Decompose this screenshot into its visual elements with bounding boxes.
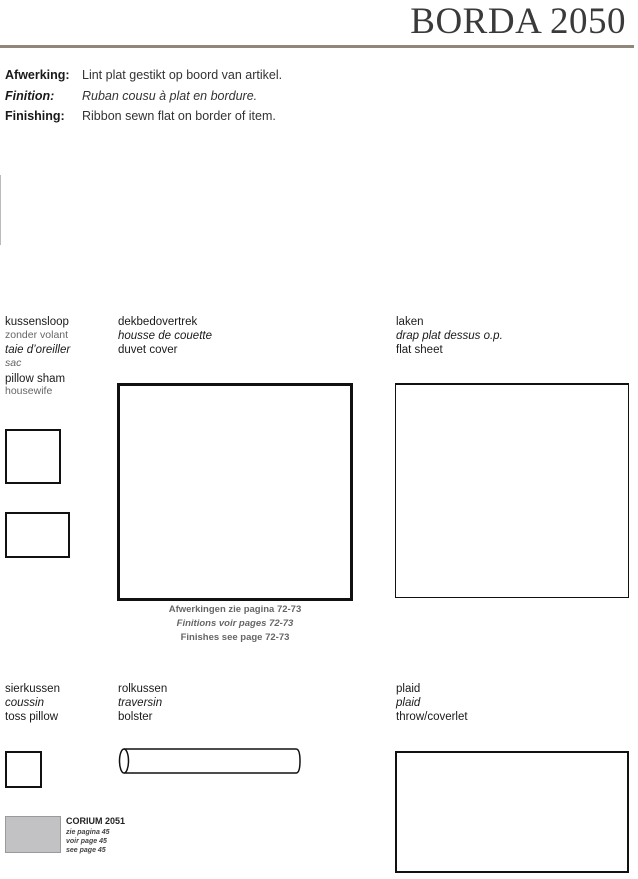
- corium-color-swatch: [5, 816, 61, 853]
- pillow-square-swatch: [5, 429, 61, 484]
- cushion-label-nl: sierkussen: [5, 683, 60, 695]
- cushion-swatch: [5, 751, 42, 788]
- finishing-text-fr: Ruban cousu à plat en bordure.: [82, 89, 258, 103]
- corium-name: CORIUM 2051: [66, 816, 126, 826]
- throw-label-fr: plaid: [396, 697, 421, 709]
- finishing-text-en: Ribbon sewn flat on border of item.: [82, 109, 276, 123]
- pillow-sub-nl: zonder volant: [5, 329, 69, 341]
- finishing-label-en: Finishing:: [5, 109, 65, 123]
- sheet-label-nl: laken: [396, 316, 424, 328]
- throw-swatch: [395, 751, 629, 873]
- finishing-label-fr: Finition:: [5, 89, 55, 103]
- finishing-label-nl: Afwerking:: [5, 68, 70, 82]
- cushion-label-en: toss pillow: [5, 711, 59, 723]
- duvet-label-en: duvet cover: [118, 344, 178, 356]
- bolster-label-nl: rolkussen: [118, 683, 168, 695]
- bolster-label-fr: traversin: [118, 697, 163, 709]
- pillow-label-nl: kussensloop: [5, 316, 69, 328]
- corium-ref-en: see page 45: [66, 847, 106, 854]
- pillow-label-en: pillow sham: [5, 373, 66, 385]
- bolster-label-en: bolster: [118, 711, 153, 723]
- corium-ref-nl: zie pagina 45: [66, 829, 110, 836]
- sheet-label-en: flat sheet: [396, 344, 443, 356]
- sheet-label-fr: drap plat dessus o.p.: [396, 330, 503, 342]
- header-rule: [0, 45, 634, 48]
- throw-label-nl: plaid: [396, 683, 421, 695]
- bolster-swatch: [116, 746, 304, 776]
- duvet-label-nl: dekbedovertrek: [118, 316, 198, 328]
- pillow-sub-fr: sac: [5, 357, 22, 369]
- finishes-note-en: Finishes see page 72-73: [180, 632, 290, 643]
- pillow-sub-en: housewife: [5, 385, 53, 397]
- pillow-label-fr: taie d’oreiller: [5, 344, 71, 356]
- duvet-cover-swatch: [117, 383, 353, 601]
- finishing-text-nl: Lint plat gestikt op boord van artikel.: [82, 68, 283, 82]
- flat-sheet-swatch: [395, 383, 629, 598]
- duvet-label-fr: housse de couette: [118, 330, 212, 342]
- page-title: BORDA 2050: [410, 1, 626, 42]
- finishes-note-fr: Finitions voir pages 72-73: [176, 618, 294, 629]
- corium-ref-fr: voir page 45: [66, 838, 107, 845]
- edge-mark: [0, 175, 1, 245]
- cushion-label-fr: coussin: [5, 697, 44, 709]
- throw-label-en: throw/coverlet: [396, 711, 468, 723]
- finishes-note-nl: Afwerkingen zie pagina 72-73: [168, 604, 302, 615]
- pillow-rect-swatch: [5, 512, 70, 558]
